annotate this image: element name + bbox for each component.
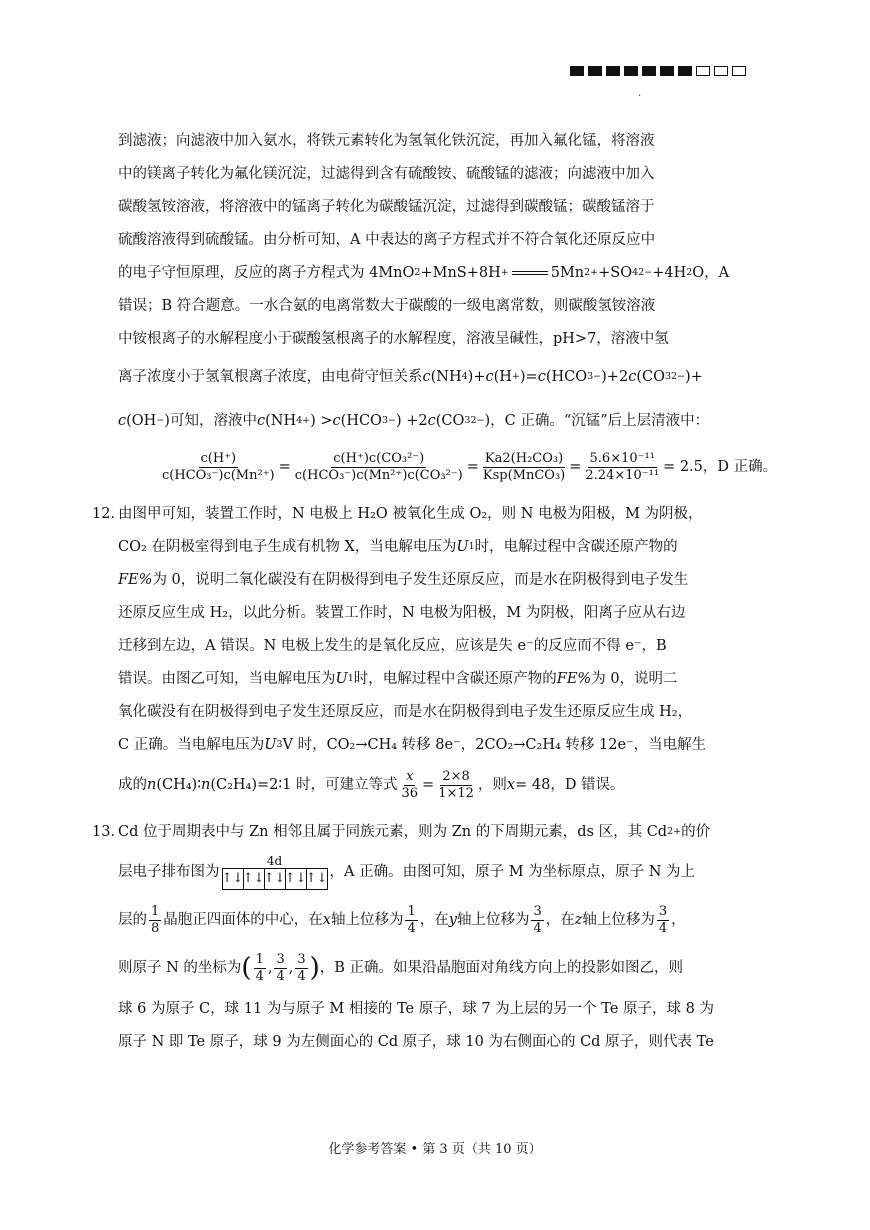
text: 迁移到左边，A 错误。N 电极上发生的是氧化反应，应该是失 e⁻的反应而不得 e⁻，B xyxy=(118,637,667,654)
text: 为 0，说明二氧化碳没有在阴极得到电子发生还原反应，而是水在阴极得到电子发生 xyxy=(152,571,689,588)
text: 晶胞正四面体的中心，在 xyxy=(163,912,323,928)
q11-line xyxy=(118,223,748,256)
numerator: 2×8 xyxy=(442,768,470,784)
text: 中的镁离子转化为氟化镁沉淀，过滤得到含有硫酸铵、硫酸锰的滤液；向滤液中加入 xyxy=(118,165,655,182)
q13-line: 则原子 N 的坐标为 ( $\frac{1}{4}$ , $\frac{3}{4}$ , $\frac{3}{4}$ ) ，B 正确。如果沿晶胞面对角线方向上的投影如图乙，则 xyxy=(118,951,684,984)
denominator: 1×12 xyxy=(438,785,474,801)
denominator: 36 xyxy=(401,785,419,801)
numerator: 1 xyxy=(255,951,264,967)
text: 的价 xyxy=(681,823,711,840)
header-square xyxy=(696,66,710,76)
q12-line: C 正确。当电解电压为 U 3 V 时，CO₂→CH₄ 转移 8e⁻，2CO₂→C₂H₄ 转移 12e⁻，当电解生 xyxy=(118,728,748,761)
text: ) +2 xyxy=(395,413,428,429)
equal-sign xyxy=(512,271,548,275)
q12-line xyxy=(92,497,748,530)
fraction xyxy=(657,904,669,937)
text: 碳酸氢铵溶液，将溶液中的锰离子转化为碳酸锰沉淀，过滤得到碳酸锰；碳酸锰溶于 xyxy=(118,198,655,215)
numerator: Ka2(H₂CO₃) xyxy=(484,450,564,466)
q11-line: 离子浓度小于氢氧根离子浓度，由电荷守恒关系 c (NH 4 )+ c (H + )= c (HCO 3 − )+2 c (CO 3 2− )+ xyxy=(118,355,748,399)
numerator: 1 xyxy=(151,903,160,919)
q12-line: 错误。由图乙可知，当电解电压为 U 1 时，电解过程中含碳还原产物的 FE% 为 0，说明二 xyxy=(118,662,748,695)
text: (CO xyxy=(636,369,665,385)
header-dot: . xyxy=(638,88,642,99)
text: x xyxy=(506,777,516,793)
text: 硫酸溶液得到硫酸锰。由分析可知，A 中表达的离子方程式并不符合氧化还原反应中 xyxy=(118,231,656,248)
text: n xyxy=(147,777,157,793)
numerator: 3 xyxy=(658,903,668,919)
text: (OH xyxy=(126,413,157,429)
equals: = xyxy=(569,459,582,475)
fraction xyxy=(436,769,476,802)
text: y xyxy=(448,912,457,928)
denominator: 4 xyxy=(658,920,668,936)
denominator: 8 xyxy=(151,920,160,936)
text: z xyxy=(574,912,583,928)
header-square xyxy=(606,66,620,76)
fraction xyxy=(149,904,161,937)
text: 时，电解过程中含碳还原产物的 xyxy=(474,538,678,555)
text: = 48，D 错误。 xyxy=(515,777,625,793)
text: Cd 位于周期表中与 Zn 相邻且属于同族元素，则为 Zn 的下周期元素，ds 区，其 Cd xyxy=(118,823,668,840)
header-square xyxy=(624,66,638,76)
q12-line xyxy=(118,629,748,662)
text: 的电子守恒原理，反应的离子方程式为 4MnO xyxy=(118,264,415,281)
text: (CO xyxy=(435,413,465,429)
fraction xyxy=(531,904,543,937)
header-square xyxy=(714,66,728,76)
fraction xyxy=(293,451,465,484)
text: +MnS+8H xyxy=(420,264,501,281)
equals: = xyxy=(422,777,435,793)
q12-line xyxy=(118,695,748,728)
header-square xyxy=(588,66,602,76)
orbital-boxes xyxy=(222,868,328,890)
text: 错误；B 符合题意。一水合氨的电离常数大于碳酸的一级电离常数，则碳酸氢铵溶液 xyxy=(118,297,656,314)
q11-equation-line: 的电子守恒原理，反应的离子方程式为 4MnO 2 +MnS+8H + 5Mn 2+ +SO 4 2− +4H 2 O，A xyxy=(118,256,748,289)
page-footer: 化学参考答案 • 第 3 页（共 10 页） xyxy=(328,1142,542,1157)
text: U xyxy=(335,670,348,687)
numerator: 3 xyxy=(297,951,306,967)
q11-fraction-line xyxy=(158,443,778,491)
text: ，A 正确。由图可知，原子 M 为坐标原点，原子 N 为上 xyxy=(329,864,696,880)
text: 原子 N 即 Te 原子，球 9 为左侧面心的 Cd 原子，球 10 为右侧面心的 Cd 原子，则代表 Te xyxy=(118,1033,714,1050)
orbital-cell: ↑↓ xyxy=(305,871,328,886)
text: ，在 xyxy=(419,912,449,928)
text: 到滤液；向滤液中加入氨水，将铁元素转化为氢氧化铁沉淀，再加入氟化锰，将溶液 xyxy=(118,132,655,149)
text: 为 0，说明二 xyxy=(591,670,678,687)
text: 轴上位移为 xyxy=(582,912,655,928)
text: )= xyxy=(519,369,538,385)
denominator: 4 xyxy=(276,968,285,984)
text: (CH₄)∶ xyxy=(156,777,201,793)
text: 轴上位移为 xyxy=(330,912,404,928)
q13-line: 13． Cd 位于周期表中与 Zn 相邻且属于同族元素，则为 Zn 的下周期元素，ds 区，其 Cd 2+ 的价 xyxy=(118,815,748,848)
denominator: c(HCO₃⁻)c(Mn²⁺) xyxy=(162,467,275,483)
equals: = xyxy=(278,459,291,475)
text: 成的 xyxy=(118,777,147,793)
text: 轴上位移为 xyxy=(456,912,530,928)
text: ， xyxy=(671,912,686,928)
denominator: 2.24×10⁻¹¹ xyxy=(585,467,660,483)
q11-line xyxy=(118,289,748,322)
fraction xyxy=(274,952,286,985)
q11-line xyxy=(118,124,748,157)
text: FE% xyxy=(118,571,153,588)
text: 由图甲可知，装置工作时，N 电极上 H₂O 被氧化生成 O₂，则 N 电极为阳极，M 为阴极， xyxy=(118,505,703,522)
header-square xyxy=(678,66,692,76)
orbital-cell: ↑↓ xyxy=(244,869,265,889)
question-number: 13． xyxy=(92,823,125,840)
text: (NH xyxy=(430,369,462,385)
text: +4H xyxy=(652,264,687,281)
denominator: c(HCO₃⁻)c(Mn²⁺)c(CO₃²⁻) xyxy=(294,467,463,483)
denominator: Ksp(MnCO₃) xyxy=(482,467,566,483)
q13-line xyxy=(118,1025,748,1058)
fraction xyxy=(400,769,421,802)
q13-line xyxy=(118,992,748,1025)
text: (H xyxy=(493,369,512,385)
text: V 时，CO₂→CH₄ 转移 8e⁻，2CO₂→C₂H₄ 转移 12e⁻，当电解生 xyxy=(282,736,707,753)
fraction xyxy=(583,451,661,484)
text: 层的 xyxy=(118,912,147,928)
text: 错误。由图乙可知，当电解电压为 xyxy=(118,670,336,687)
text: )+ xyxy=(467,369,486,385)
header-square xyxy=(642,66,656,76)
text: 离子浓度小于氢氧根离子浓度，由电荷守恒关系 xyxy=(118,369,423,385)
q11-line xyxy=(118,322,748,355)
answer-content xyxy=(92,124,778,1058)
q11-line: c (OH − )可知，溶液中 c (NH 4 + ) > c (HCO 3 − ) +2 c (CO 3 2− )，C 正确。“沉锰”后上层清液中： xyxy=(118,399,748,443)
text: FE% xyxy=(556,670,592,687)
q12-line xyxy=(118,563,748,596)
orbital-cell: ↑↓ xyxy=(223,869,244,889)
text: ) > xyxy=(310,413,333,429)
q11-line xyxy=(118,157,748,190)
text: )，C 正确。“沉锰”后上层清液中： xyxy=(484,413,710,429)
q13-line xyxy=(118,896,748,944)
question-number: 12． xyxy=(92,505,125,522)
denominator: 4 xyxy=(297,968,306,984)
denominator: 4 xyxy=(255,968,264,984)
fraction xyxy=(160,451,277,484)
text: (C₂H₄)=2∶1 时，可建立等式 xyxy=(210,777,398,793)
numerator: c(H⁺) xyxy=(200,450,237,466)
orbital-cell: ↑↓ xyxy=(265,869,286,889)
text: (HCO xyxy=(545,369,588,385)
text: 5Mn xyxy=(550,264,585,281)
q12-line: CO₂ 在阴极室得到电子生成有机物 X，当电解电压为 U 1 时，电解过程中含碳还原产物的 xyxy=(118,530,748,563)
fraction xyxy=(295,952,307,985)
text: (HCO xyxy=(340,413,382,429)
text: (NH xyxy=(265,413,297,429)
text: 中铵根离子的水解程度小于碳酸氢根离子的水解程度，溶液呈碱性，pH>7，溶液中氢 xyxy=(118,330,669,347)
denominator: 4 xyxy=(407,920,416,936)
text: n xyxy=(200,777,211,793)
text: ，在 xyxy=(545,912,575,928)
text: CO₂ 在阴极室得到电子生成有机物 X，当电解电压为 xyxy=(118,538,457,555)
orbital-diagram xyxy=(220,854,330,890)
q11-line xyxy=(118,190,748,223)
numerator: 3 xyxy=(276,951,285,967)
numerator: 1 xyxy=(407,903,416,919)
q13-line xyxy=(118,848,748,896)
text: 层电子排布图为 xyxy=(118,864,220,880)
orbital-cell: ↑↓ xyxy=(286,869,307,889)
fraction xyxy=(405,904,417,937)
header-squares xyxy=(570,66,746,76)
numerator: 3 xyxy=(533,903,542,919)
text: )可知，溶液中 xyxy=(164,413,257,429)
header-square xyxy=(570,66,584,76)
q12-line xyxy=(118,761,748,809)
fraction xyxy=(254,952,266,985)
text: )+ xyxy=(685,369,703,385)
text: )+2 xyxy=(601,369,629,385)
text: +SO xyxy=(598,264,633,281)
orbital-label: 4d xyxy=(266,854,283,868)
text: C 正确。当电解电压为 xyxy=(118,736,265,753)
text: 时，电解过程中含碳还原产物的 xyxy=(353,670,557,687)
fraction xyxy=(481,451,567,484)
header-square xyxy=(660,66,674,76)
text: 氧化碳没有在阴极得到电子发生还原反应，而是水在阴极得到电子发生还原反应生成 H₂， xyxy=(118,703,693,720)
numerator: 5.6×10⁻¹¹ xyxy=(589,450,655,466)
text: ，则 xyxy=(477,777,507,793)
text: 球 6 为原子 C，球 11 为与原子 M 相接的 Te 原子，球 7 为上层的另一个 Te 原子，球 8 为 xyxy=(118,1000,714,1017)
header-square xyxy=(732,66,746,76)
text: ，B 正确。如果沿晶胞面对角线方向上的投影如图乙，则 xyxy=(319,960,684,976)
text: 还原反应生成 H₂，以此分析。装置工作时，N 电极为阳极，M 为阴极，阳离子应从右边 xyxy=(118,604,686,621)
numerator: c(H⁺)c(CO₃²⁻) xyxy=(333,450,425,466)
numerator: x xyxy=(406,768,414,784)
denominator: 4 xyxy=(533,920,542,936)
text: = 2.5，D 正确。 xyxy=(663,459,778,475)
equals: = xyxy=(466,459,479,475)
text: O，A xyxy=(692,264,730,281)
q12-line xyxy=(118,596,748,629)
text: U xyxy=(456,538,469,555)
text: U xyxy=(264,736,277,753)
text: 则原子 N 的坐标为 xyxy=(118,960,242,976)
text: x xyxy=(322,912,331,928)
